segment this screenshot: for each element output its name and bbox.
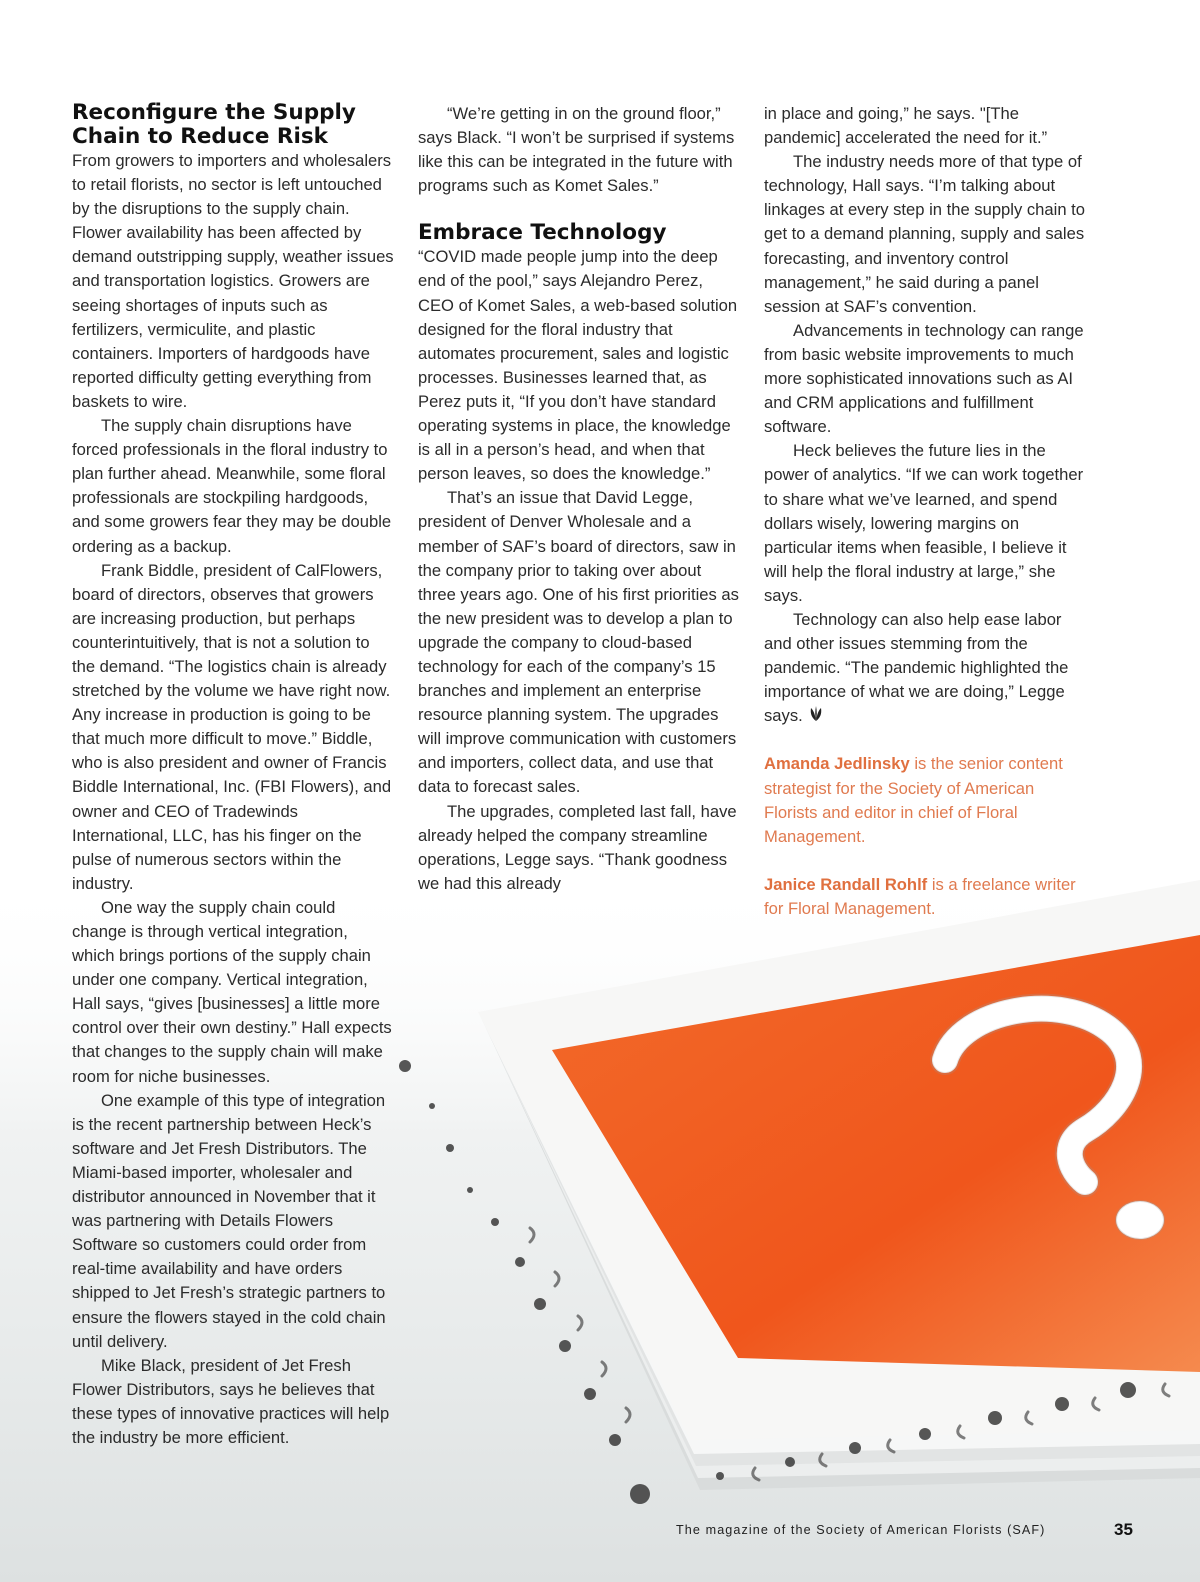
paragraph: One example of this type of integration is the recent partnership between Heck’s software and Jet Fresh Distributors. The Miami-based importer, wholesaler and distributor announced in November that it was partnering with Details Flowers Software so customers could order from real-time availability and have orders shipped to Jet Fresh’s strategic partners to ensure the flowers stayed in the cold chain until delivery. <box>72 1090 386 1351</box>
author-name: Amanda Jedlinsky <box>764 754 910 774</box>
paragraph: Advancements in technology can range from basic website improvements to much more sophisticated innovations such as AI and CRM applications and fulfillment software. <box>764 320 1084 437</box>
author-bio-text: is a freelance writer for Floral Management. <box>764 874 1076 918</box>
paragraph: The industry needs more of that type of technology, Hall says. “I’m talking about linkages at every step in the supply chain to get to a demand planning, supply and sales forecasting, and inventory control management,” he said during a panel session at SAF’s convention. <box>764 152 1086 316</box>
paragraph: The upgrades, completed last fall, have already helped the company streamline operations, Legge says. “Thank goodness we had this already <box>418 801 737 893</box>
saf-flower-icon <box>807 705 825 723</box>
section-heading-technology: Embrace Technology <box>418 220 667 246</box>
paragraph: One way the supply chain could change is through vertical integration, which brings portions of the supply chain under one company. Vertical integration, Hall says, “gives [businesses] a little more control over their own destiny.” Hall expects that changes to the supply chain will make room for niche businesses. <box>72 897 392 1086</box>
paragraph: Frank Biddle, president of CalFlowers, board of directors, observes that growers are increasing production, but perhaps counterintuitively, that is not a solution to the demand. “The logistics chain is already stretched by the volume we have right now. Any increase in production is going to be that much more difficult to move.” Biddle, who is also president and owner of Francis Biddle International, Inc. (FBI Flowers), and owner and CEO of Tradewinds International, LLC, has his finger on the pulse of numerous sectors within the industry. <box>72 560 392 893</box>
paragraph: in place and going,” he says. "[The pandemic] accelerated the need for it.” <box>764 104 1048 148</box>
paragraph: Mike Black, president of Jet Fresh Flower Distributors, says he believes that these types of innovative practices will help the industry be more efficient. <box>72 1355 390 1447</box>
author-name: Janice Randall Rohlf <box>764 874 928 894</box>
paragraph: “We’re getting in on the ground floor,” says Black. “I won’t be surprised if systems like this can be integrated in the future with programs such as Komet Sales.” <box>418 104 735 196</box>
paragraph: “COVID made people jump into the deep end of the pool,” says Alejandro Perez, CEO of Komet Sales, a web-based solution designed for the floral industry that automates procurement, sales and logistic processes. Businesses learned that, as Perez puts it, “If you don’t have standard operating systems in place, the knowledge is all in a person’s head, and when that person leaves, so does the knowledge.” <box>418 247 738 484</box>
section-heading-supply-chain: Reconfigure the Supply Chain to Reduce Risk <box>72 100 356 149</box>
paragraph-text: Technology can also help ease labor and other issues stemming from the pandemic. “The pandemic highlighted the importance of what we are doing,” Legge says. <box>764 609 1069 726</box>
author-bio <box>764 873 1086 921</box>
page-number: 35 <box>1114 1520 1133 1539</box>
paragraph-final <box>764 608 1086 728</box>
article-column-1 <box>72 100 394 1450</box>
paragraph: From growers to importers and wholesalers to retail florists, no sector is left untouched by the disruptions to the supply chain. Flower availability has been affected by demand outstripping supply, weather issues and transportation logistics. Growers are seeing shortages of inputs such as fertilizers, vermiculite, and plastic containers. Importers of hardgoods have reported difficulty getting everything from baskets to wire. <box>72 151 394 411</box>
paragraph: That’s an issue that David Legge, president of Denver Wholesale and a member of SAF’s board of directors, saw in the company prior to taking over about three years ago. One of his first priorities as the new president was to develop a plan to upgrade the company to cloud-based technology for each of the company’s 15 branches and implement an enterprise resource planning system. The upgrades will improve communication with customers and importers, collect data, and use that data to forecast sales. <box>418 488 739 797</box>
paragraph: Heck believes the future lies in the power of analytics. “If we can work together to share what we’ve learned, and spend dollars wisely, lowering margins on particular items when feasible, I believe it will help the floral industry at large,” she says. <box>764 441 1084 605</box>
author-bio <box>764 752 1086 848</box>
article-column-3 <box>764 100 1086 921</box>
footer-tagline: The magazine of the Society of American Florists (SAF) <box>676 1523 1046 1537</box>
article-column-2 <box>418 100 740 896</box>
author-bio-text: is the senior content strategist for the Society of American Florists and editor in chief of Floral Management. <box>764 754 1063 846</box>
paragraph: The supply chain disruptions have forced professionals in the floral industry to plan further ahead. Meanwhile, some floral professionals are stockpiling hardgoods, and some growers fear they may be double ordering as a backup. <box>72 416 392 556</box>
